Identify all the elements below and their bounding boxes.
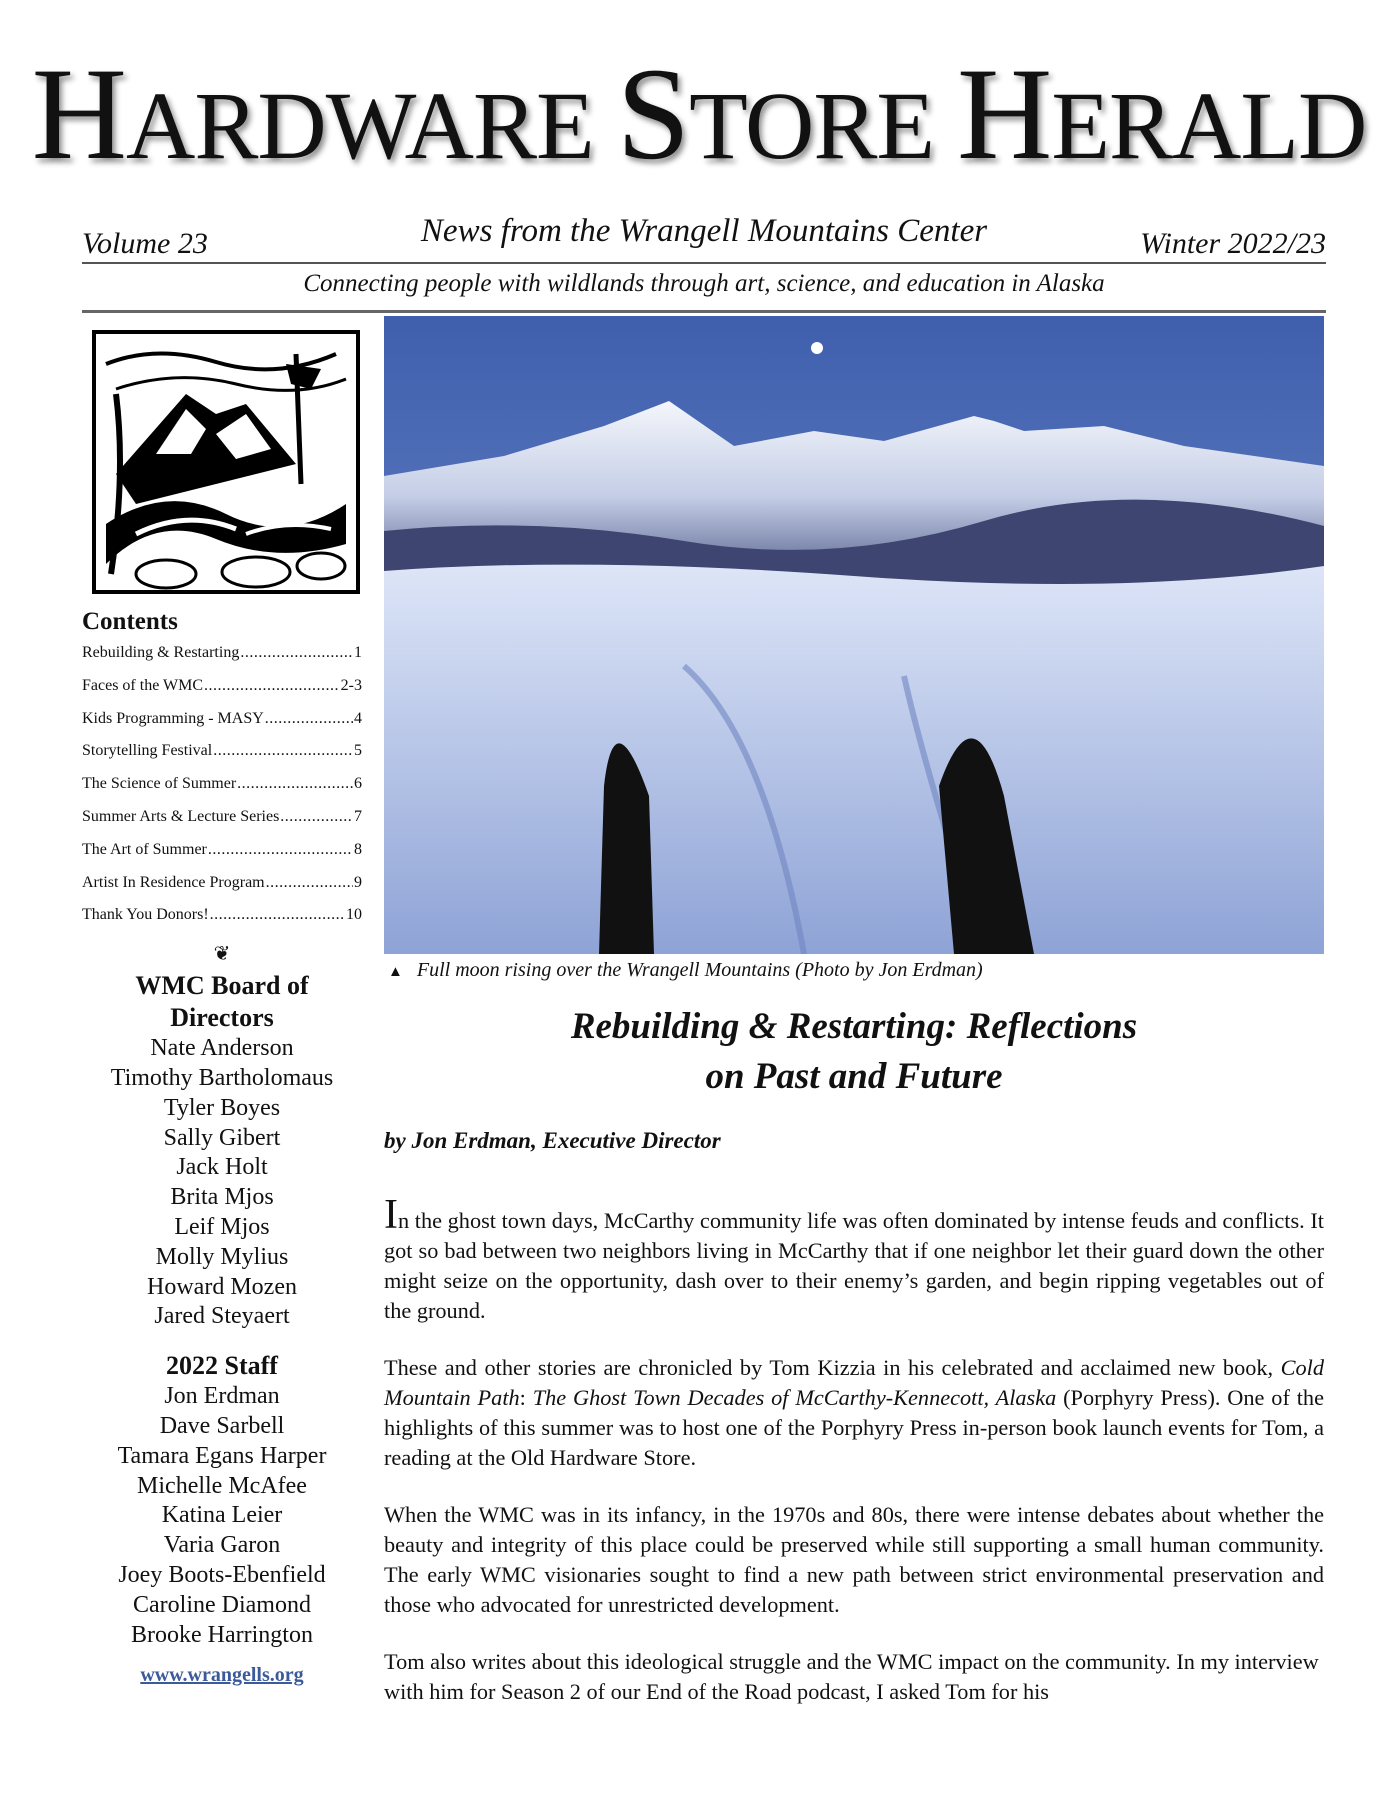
staff-member: Michelle McAfee bbox=[137, 1472, 307, 1499]
staff-member: Tamara Egans Harper bbox=[117, 1442, 327, 1469]
contents-item-page: 10 bbox=[346, 906, 362, 924]
contents-item-page: 5 bbox=[354, 742, 362, 760]
board-member: Timothy Bartholomaus bbox=[110, 1064, 334, 1091]
hero-photo bbox=[384, 316, 1324, 954]
dot-leader bbox=[265, 710, 353, 728]
dot-leader bbox=[240, 644, 353, 662]
staff-member: Brooke Harrington bbox=[131, 1621, 313, 1648]
dot-leader bbox=[237, 775, 353, 793]
contents-item bbox=[82, 775, 362, 808]
contents-item bbox=[82, 906, 362, 939]
contents-item-label: Summer Arts & Lecture Series bbox=[82, 807, 280, 825]
dot-leader bbox=[266, 874, 353, 892]
contents-title: Contents bbox=[82, 608, 178, 635]
dot-leader bbox=[210, 906, 345, 924]
board-member: Sally Gibert bbox=[163, 1124, 281, 1151]
masthead-title: HARDWARE STORE HERALD bbox=[31, 40, 1367, 187]
board-member: Tyler Boyes bbox=[163, 1094, 281, 1121]
contents-item-label: Rebuilding & Restarting bbox=[82, 644, 240, 661]
contents-item-page: 2-3 bbox=[340, 676, 362, 694]
board-member: Jared Steyaert bbox=[154, 1303, 290, 1330]
divider bbox=[82, 310, 1326, 313]
board-member: Brita Mjos bbox=[170, 1184, 274, 1211]
contents-item-page: 6 bbox=[354, 775, 362, 793]
sidebar bbox=[82, 608, 362, 1687]
dot-leader bbox=[208, 841, 353, 859]
staff-member: Varia Garon bbox=[163, 1532, 281, 1559]
article-headline: Rebuilding & Restarting: Reflections on Past and Future bbox=[570, 1006, 1138, 1097]
dot-leader bbox=[213, 742, 353, 760]
contents-item-label: Storytelling Festival bbox=[82, 742, 213, 760]
triangle-up-icon: ▲ bbox=[388, 964, 403, 980]
contents-item-label: Artist In Residence Program bbox=[82, 873, 265, 891]
book-subtitle: The Ghost Town Decades of McCarthy-Kennecott, Alaska bbox=[532, 1385, 1057, 1410]
board-list bbox=[82, 1034, 362, 1332]
contents-item-page: 9 bbox=[354, 873, 362, 891]
board-member: Howard Mozen bbox=[147, 1273, 297, 1300]
masthead-subrow bbox=[82, 213, 1326, 261]
staff-member: Joey Boots-Ebenfield bbox=[118, 1561, 326, 1588]
staff-title: 2022 Staff bbox=[166, 1351, 278, 1381]
contents-item bbox=[82, 841, 362, 874]
board-member: Jack Holt bbox=[176, 1154, 268, 1181]
tagline: News from the Wrangell Mountains Center bbox=[420, 213, 988, 249]
contents-item bbox=[82, 677, 362, 710]
contents-item-page: 4 bbox=[354, 709, 362, 727]
contents-item-label: Faces of the WMC bbox=[82, 676, 204, 694]
book-title: Cold Mountain Path bbox=[384, 1355, 1324, 1410]
contents-item-label: The Art of Summer bbox=[82, 840, 207, 858]
contents-item bbox=[82, 710, 362, 743]
board-member: Molly Mylius bbox=[155, 1243, 289, 1270]
woodcut-illustration bbox=[92, 330, 360, 594]
contents-item-label: The Science of Summer bbox=[82, 775, 237, 793]
staff-list bbox=[82, 1382, 362, 1650]
contents-item bbox=[82, 644, 362, 677]
flourish-icon: ❦ bbox=[213, 943, 231, 966]
staff-member: Katina Leier bbox=[161, 1502, 283, 1529]
dot-leader bbox=[280, 808, 353, 826]
contents-item-page: 7 bbox=[354, 807, 362, 825]
staff-member: Jon Erdman bbox=[164, 1383, 280, 1410]
contents-item-label: Thank You Donors! bbox=[82, 906, 209, 924]
staff-member: Dave Sarbell bbox=[159, 1412, 285, 1439]
contents-item bbox=[82, 742, 362, 775]
contents-item bbox=[82, 874, 362, 907]
board-member: Nate Anderson bbox=[150, 1035, 294, 1062]
staff-member: Caroline Diamond bbox=[133, 1591, 311, 1618]
contents-item bbox=[82, 808, 362, 841]
issue-label: Winter 2022/23 bbox=[1140, 227, 1326, 260]
article-body bbox=[384, 1192, 1324, 1734]
divider bbox=[82, 262, 1326, 264]
article-paragraph: Tom also writes about this ideological struggle and the WMC impact on the community. In my interview with him for Season 2 of our End of the Road podcast, I asked Tom for his bbox=[384, 1649, 1319, 1704]
contents-item-label: Kids Programming - MASY bbox=[82, 709, 264, 727]
website-link[interactable]: www.wrangells.org bbox=[140, 1664, 304, 1687]
contents-list bbox=[82, 644, 362, 939]
volume-label: Volume 23 bbox=[82, 227, 208, 260]
article-paragraph: These and other stories are chronicled by Tom Kizzia in his celebrated and acclaimed new book, Cold Mountain Path: The Ghost Town Decades of McCarthy-Kennecott, Alaska (Porphyry Press). One of the highlights of this summer was to host one of the Porphyry Press in-person book launch events for Tom, a reading at the Old Hardware Store. bbox=[384, 1355, 1324, 1470]
photo-caption: ▲ Full moon rising over the Wrangell Mountains (Photo by Jon Erdman) bbox=[388, 959, 983, 981]
board-member: Leif Mjos bbox=[174, 1213, 270, 1240]
article-byline: by Jon Erdman, Executive Director bbox=[384, 1128, 721, 1153]
article-paragraph: When the WMC was in its infancy, in the 1970s and 80s, there were intense debates about whether the beauty and integrity of this place could be preserved while still supporting a small human community. The early WMC visionaries sought to find a new path between strict environmental preservation and those who advocated for unrestricted development. bbox=[384, 1502, 1324, 1617]
mission-statement: Connecting people with wildlands through art, science, and education in Alaska bbox=[303, 270, 1105, 297]
contents-item-page: 8 bbox=[354, 840, 362, 858]
contents-item-page: 1 bbox=[354, 644, 362, 661]
board-title: WMC Board of Directors bbox=[135, 971, 309, 1033]
drop-cap: I bbox=[384, 1192, 398, 1238]
dot-leader bbox=[204, 677, 340, 695]
article-paragraph: In the ghost town days, McCarthy community life was often dominated by intense feuds and conflicts. It got so bad between two neighbors living in McCarthy that if one neighbor let their guard down the other might seize on the opportunity, dash over to their enemy’s garden, and begin ripping vegetables out of the ground. bbox=[384, 1192, 1324, 1323]
